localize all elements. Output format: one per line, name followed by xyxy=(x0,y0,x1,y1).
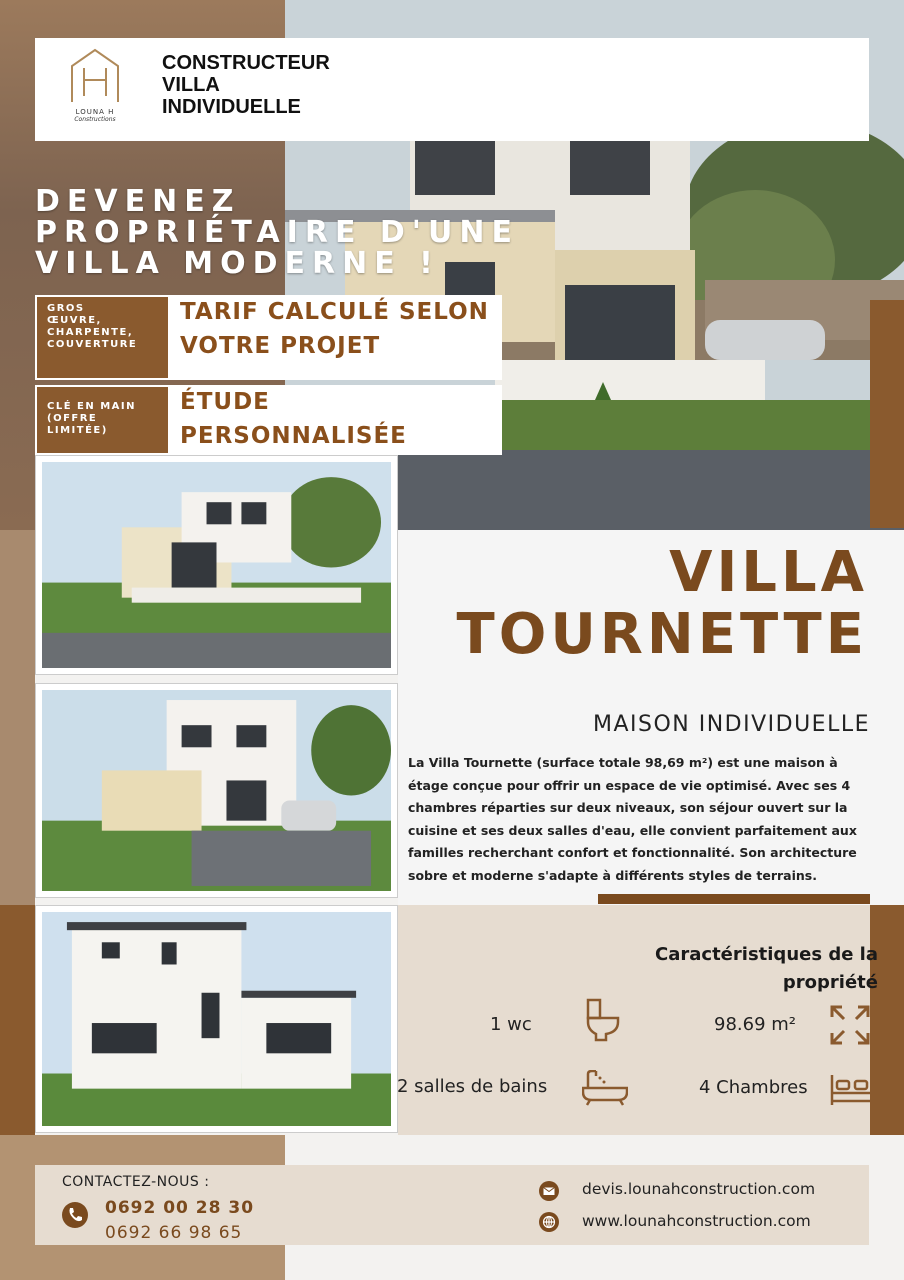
offer-tag-line: GROS xyxy=(47,303,85,314)
brand-logo xyxy=(68,46,122,126)
offer-tag-gros-oeuvre xyxy=(35,295,170,380)
villa-description: La Villa Tournette (surface totale 98,69 m²) est une maison à étage conçue pour offrir un espace de vie optimisé. Avec ses 4 chambres réparties sur deux niveaux, son séjour ouvert sur la cuisine et ses deux salles d'eau, elle convient parfaitement aux familles recherchant confort et fonctionnalité. Son architecture sobre et moderne s'adapte à différents styles de terrains. xyxy=(408,755,857,883)
feature-wc: 1 wc xyxy=(490,1014,532,1035)
bed-icon xyxy=(829,1073,875,1107)
villa-render-side xyxy=(42,690,391,891)
logo-name: LOUNA H xyxy=(75,108,115,116)
villa-title-line-1: VILLA xyxy=(669,540,868,605)
offer-tag-line: COUVERTURE xyxy=(47,339,138,350)
offer-value-etude xyxy=(170,385,502,455)
accent-bar-right-lower xyxy=(870,905,904,1135)
offer-tag-line: CHARPENTE, xyxy=(47,327,134,338)
phone-primary[interactable]: 0692 00 28 30 xyxy=(105,1198,255,1218)
brand-line-3: INDIVIDUELLE xyxy=(162,96,301,118)
villa-title-line-2: TOURNETTE xyxy=(456,602,868,667)
villa-render-back xyxy=(42,912,391,1126)
header-bar xyxy=(35,38,869,141)
globe-icon xyxy=(539,1212,559,1232)
headline-line-3: VILLA MODERNE ! xyxy=(35,246,440,281)
features-title xyxy=(600,941,878,997)
expand-icon xyxy=(830,1005,870,1045)
contact-email[interactable]: devis.lounahconstruction.com xyxy=(582,1180,816,1198)
offer-value-line: VOTRE PROJET xyxy=(180,333,381,359)
offer-tag-line: ŒUVRE, xyxy=(47,315,102,326)
feature-surface: 98.69 m² xyxy=(714,1014,797,1035)
offer-tag-cle-en-main xyxy=(35,385,170,455)
features-panel xyxy=(398,905,870,1135)
phone-secondary[interactable]: 0692 66 98 65 xyxy=(105,1223,243,1243)
features-title-line-2: propriété xyxy=(782,972,878,993)
offer-value-line: ÉTUDE PERSONNALISÉE xyxy=(180,389,407,449)
email-icon xyxy=(539,1181,559,1201)
house-logo-icon xyxy=(68,46,122,104)
feature-bathrooms: 2 salles de bains xyxy=(397,1076,548,1097)
brand-tagline xyxy=(162,52,330,118)
villa-photo-2 xyxy=(35,683,398,898)
offer-tag-line: (OFFRE LIMITÉE) xyxy=(47,413,108,436)
description-divider xyxy=(598,894,870,904)
villa-title xyxy=(420,542,868,666)
brand-line-2: VILLA xyxy=(162,74,220,96)
offer-value-tarif xyxy=(170,295,502,380)
offer-tag-line: CLÉ EN MAIN xyxy=(47,401,136,412)
headline-line-1: DEVENEZ xyxy=(35,184,241,219)
logo-subtitle: Constructions xyxy=(74,116,116,123)
left-band-dark xyxy=(0,905,35,1135)
contact-website[interactable]: www.lounahconstruction.com xyxy=(582,1212,811,1230)
toilet-icon xyxy=(584,998,622,1042)
bathtub-icon xyxy=(582,1070,628,1106)
villa-render-front xyxy=(42,462,391,668)
feature-bedrooms: 4 Chambres xyxy=(699,1077,808,1098)
offer-value-line: TARIF CALCULÉ SELON xyxy=(180,299,489,325)
left-band xyxy=(0,530,35,905)
phone-icon xyxy=(62,1202,88,1228)
villa-photo-1 xyxy=(35,455,398,675)
villa-photo-3 xyxy=(35,905,398,1133)
contact-label: CONTACTEZ-NOUS : xyxy=(62,1174,210,1190)
accent-bar-right xyxy=(870,300,904,528)
villa-subtitle: MAISON INDIVIDUELLE xyxy=(592,712,870,737)
brand-line-1: CONSTRUCTEUR xyxy=(162,52,330,74)
headline-line-2: PROPRIÉTAIRE D'UNE xyxy=(35,215,519,250)
headline xyxy=(35,186,555,279)
features-title-line-1: Caractéristiques de la xyxy=(655,944,878,965)
